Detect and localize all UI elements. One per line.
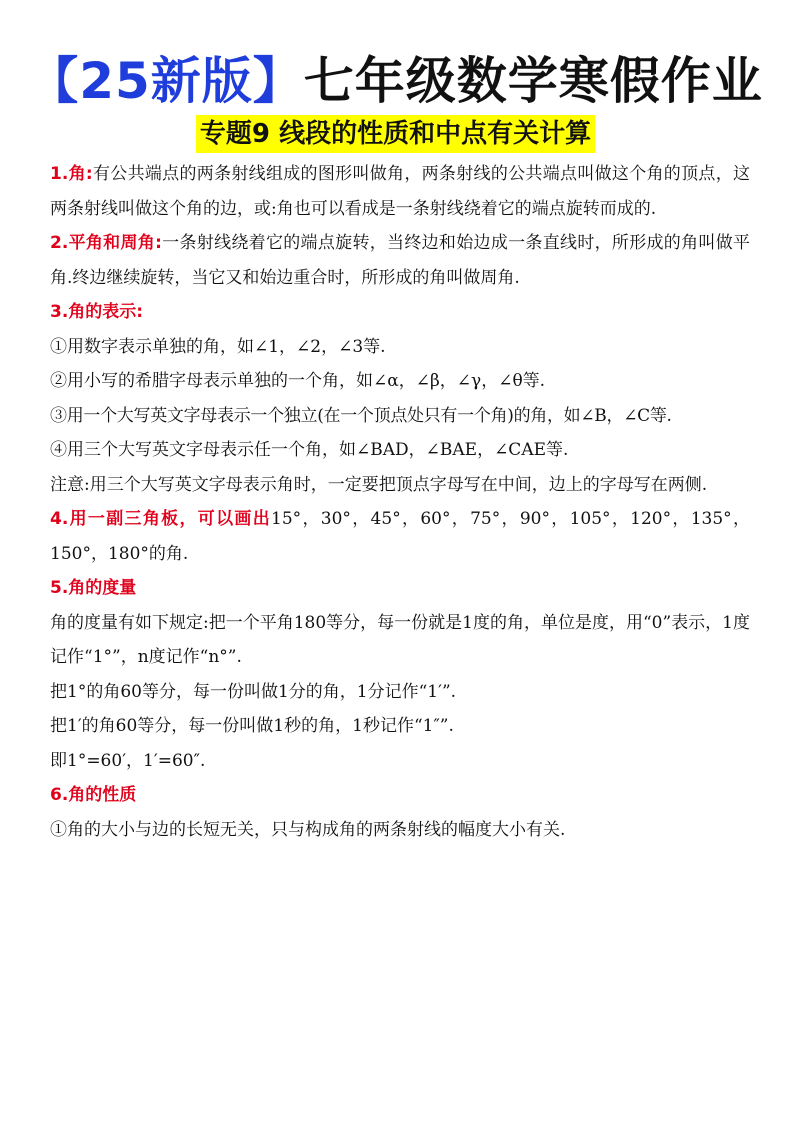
section-1-heading: 1.角:: [50, 164, 93, 184]
list-item: ④用三个大写英文字母表示任一个角，如∠BAD，∠BAE，∠CAE等.: [50, 440, 569, 460]
section-2-text: 一条射线绕着它的端点旋转，当终边和始边成一条直线时，所形成的角叫做平角.终边继续旋转，当它又和始边重合时，所形成的角叫做周角.: [50, 233, 750, 288]
section-2-heading: 2.平角和周角:: [50, 233, 162, 253]
section-5-line: 角的度量有如下规定:把一个平角180等分，每一份就是1度的角，单位是度，用“0”表示，1度记作“1°”，n度记作“n°”.: [50, 612, 751, 667]
section-5-line: 把1°的角60等分，每一份叫做1分的角，1分记作“1′”.: [50, 681, 457, 702]
list-item: ①用数字表示单独的角，如∠1，∠2，∠3等.: [50, 336, 386, 357]
list-item: ②用小写的希腊字母表示单独的一个角，如∠α，∠β，∠γ，∠θ等.: [50, 371, 546, 391]
section-4: [50, 502, 750, 571]
section-5-line: 把1′的角60等分，每一份叫做1秒的角，1秒记作“1″”.: [50, 716, 454, 736]
section-1: [50, 157, 750, 226]
subtitle: 专题9 线段的性质和中点有关计算: [196, 115, 595, 153]
list-item: ③用一个大写英文字母表示一个独立(在一个顶点处只有一个角)的角，如∠B，∠C等.: [50, 405, 672, 426]
section-4-heading: 4.用一副三角板，可以画出: [50, 509, 272, 529]
section-4-text: 15°，30°，45°，60°，75°，90°，105°，120°，135°，150°，180°的角.: [50, 509, 750, 564]
list-item: ①角的大小与边的长短无关，只与构成角的两条射线的幅度大小有关.: [50, 819, 566, 840]
title-edition-highlight: 【25新版】: [28, 52, 304, 110]
section-5-heading: 5.角的度量: [50, 578, 137, 598]
title-main-text: 七年级数学寒假作业: [303, 52, 763, 110]
main-title: [0, 50, 791, 112]
section-6-heading: 6.角的性质: [50, 785, 137, 805]
section-2: [50, 226, 750, 295]
section-3-note: 注意:用三个大写英文字母表示角时，一定要把顶点字母写在中间，边上的字母写在两侧.: [50, 474, 708, 495]
section-5-line: 即1°=60′，1′=60″.: [50, 750, 206, 771]
section-1-text: 有公共端点的两条射线组成的图形叫做角，两条射线的公共端点叫做这个角的顶点，这两条射线叫做这个角的边，或:角也可以看成是一条射线绕着它的端点旋转而成的.: [50, 164, 750, 219]
content-body: [50, 157, 750, 847]
section-3-heading: 3.角的表示:: [50, 302, 144, 322]
